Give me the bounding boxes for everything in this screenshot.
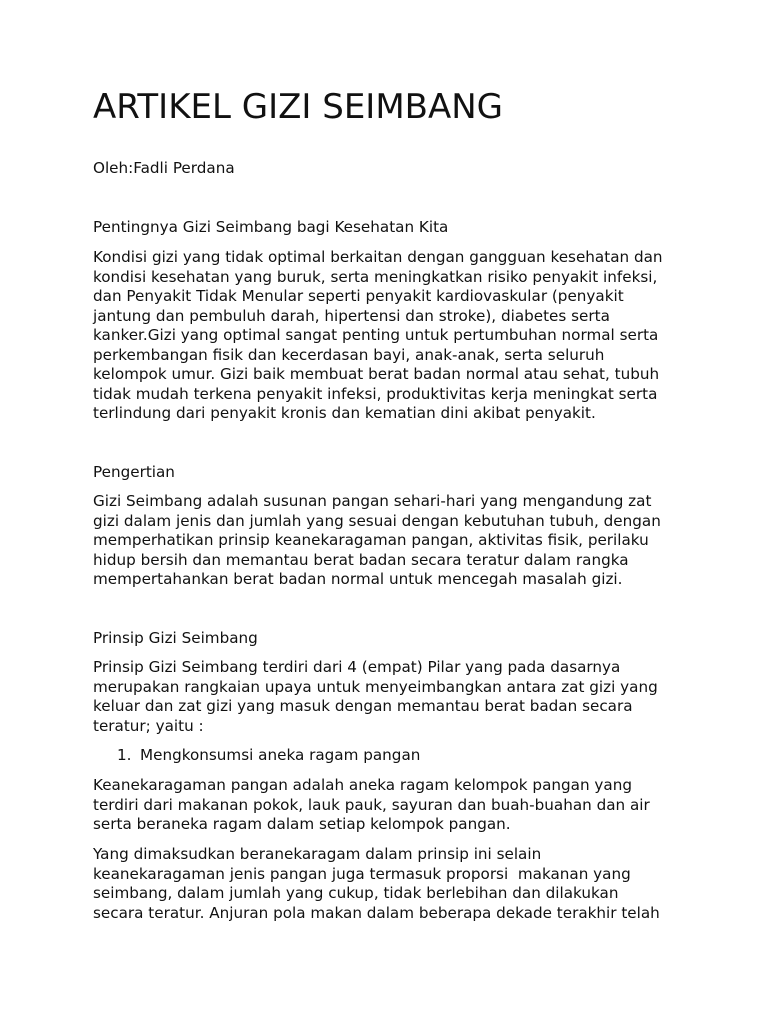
paragraph-line: gizi dalam jenis dan jumlah yang sesuai dengan kebutuhan tubuh, dengan <box>93 511 661 530</box>
paragraph-line: Kondisi gizi yang tidak optimal berkaitan dengan gangguan kesehatan dan <box>93 248 663 266</box>
paragraph-line: dan Penyakit Tidak Menular seperti penyakit kardiovaskular (penyakit <box>93 287 624 305</box>
list-item-number: 1. <box>117 746 132 764</box>
document-title: ARTIKEL GIZI SEIMBANG <box>93 87 504 127</box>
section-heading-pentingnya: Pentingnya Gizi Seimbang bagi Kesehatan Kita <box>93 218 449 236</box>
section-heading-prinsip: Prinsip Gizi Seimbang <box>93 629 258 647</box>
paragraph-line: mempertahankan berat badan normal untuk mencegah masalah gizi. <box>93 570 623 588</box>
paragraph-pengertian <box>93 492 661 590</box>
paragraph-beranekaragam <box>93 845 660 923</box>
paragraph-line: Keanekaragaman pangan adalah aneka ragam kelompok pangan yang <box>93 776 632 794</box>
paragraph-line: seimbang, dalam jumlah yang cukup, tidak berlebihan dan dilakukan <box>93 884 619 902</box>
paragraph-line: kelompok umur. Gizi baik membuat berat badan normal atau sehat, tubuh <box>93 365 660 383</box>
paragraph-line: perkembangan fisik dan kecerdasan bayi, anak-anak, serta seluruh <box>93 345 605 364</box>
paragraph-line: jantung dan pembuluh darah, hipertensi dan stroke), diabetes serta <box>93 306 610 325</box>
paragraph-line: Prinsip Gizi Seimbang terdiri dari 4 (empat) Pilar yang pada dasarnya <box>93 658 621 676</box>
paragraph-prinsip <box>93 658 658 736</box>
paragraph-line: serta beraneka ragam dalam setiap kelompok pangan. <box>93 815 511 833</box>
paragraph-line: terdiri dari makanan pokok, lauk pauk, sayuran dan buah-buahan dan air <box>93 795 650 814</box>
paragraph-line: keanekaragaman jenis pangan juga termasuk proporsi makanan yang <box>93 864 631 883</box>
paragraph-line: terlindung dari penyakit kronis dan kematian dini akibat penyakit. <box>93 404 596 422</box>
paragraph-line: memperhatikan prinsip keanekaragaman pangan, aktivitas fisik, perilaku <box>93 531 649 549</box>
paragraph-line: kanker.Gizi yang optimal sangat penting untuk pertumbuhan normal serta <box>93 326 659 344</box>
list-item-text: Mengkonsumsi aneka ragam pangan <box>140 746 421 764</box>
author-line: Oleh:Fadli Perdana <box>93 159 235 177</box>
paragraph-line: teratur; yaitu : <box>93 716 204 735</box>
section-heading-pengertian: Pengertian <box>93 463 175 481</box>
paragraph-line: secara teratur. Anjuran pola makan dalam beberapa dekade terakhir telah <box>93 903 660 922</box>
paragraph-line: tidak mudah terkena penyakit infeksi, produktivitas kerja meningkat serta <box>93 384 658 403</box>
paragraph-line: hidup bersih dan memantau berat badan secara teratur dalam rangka <box>93 550 629 569</box>
paragraph-pentingnya <box>93 248 663 424</box>
paragraph-line: keluar dan zat gizi yang masuk dengan memantau berat badan secara <box>93 697 633 715</box>
paragraph-line: merupakan rangkaian upaya untuk menyeimbangkan antara zat gizi yang <box>93 677 658 696</box>
paragraph-line: Yang dimaksudkan beranekaragam dalam prinsip ini selain <box>93 845 542 863</box>
paragraph-line: kondisi kesehatan yang buruk, serta meningkatkan risiko penyakit infeksi, <box>93 267 658 286</box>
paragraph-line: Gizi Seimbang adalah susunan pangan sehari-hari yang mengandung zat <box>93 492 652 510</box>
paragraph-keanekaragaman <box>93 776 650 835</box>
